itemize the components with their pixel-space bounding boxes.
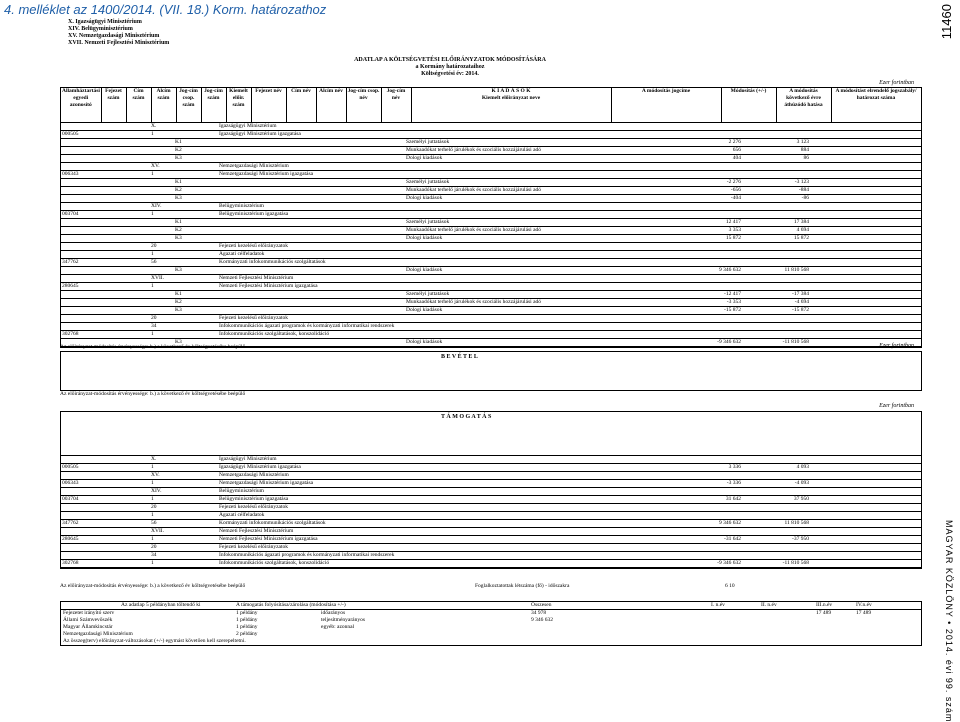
- table-row: [61, 552, 921, 560]
- row-next-year: 37 950: [793, 496, 809, 502]
- row-next-year: -86: [801, 194, 809, 201]
- table-row: [61, 123, 921, 131]
- table-row: [61, 323, 921, 331]
- row-code: 20: [151, 544, 157, 550]
- footer-table: [60, 601, 922, 646]
- ministry-list: [68, 19, 169, 47]
- recipient-copies: 1 példány: [236, 624, 258, 630]
- table-row: [61, 464, 921, 472]
- row-name: Belügyminisztérium igazgatása: [219, 496, 289, 502]
- table-row: [61, 219, 921, 227]
- timing-cell: teljesítményarányos: [321, 617, 365, 623]
- row-change: 9 346 632: [719, 266, 741, 273]
- table-row: [61, 528, 921, 536]
- table-row: [61, 456, 921, 464]
- expenditure-header: [61, 88, 922, 123]
- row-id: 280645: [62, 282, 79, 289]
- row-change: 656: [732, 146, 741, 153]
- row-name: Igazságügyi Minisztérium: [219, 456, 277, 462]
- row-code: 1: [151, 512, 154, 518]
- timing-cell: egyéb: azonnal: [321, 624, 355, 630]
- row-next-year: -37 950: [792, 536, 809, 542]
- row-kiemelt: K3: [175, 234, 182, 241]
- expenditure-section: [60, 87, 922, 348]
- col-section-title: [411, 88, 611, 122]
- table-row: [61, 267, 921, 275]
- recipient-copies: 1 példány: [236, 617, 258, 623]
- row-next-year: -17 384: [792, 290, 809, 297]
- recipient-copies: 1 példány: [236, 610, 258, 616]
- col-kovetkezo: A módosítás következő évre áthúzódó hatása: [776, 88, 831, 122]
- row-change: -31 642: [724, 536, 741, 542]
- row-change: 15 872: [725, 234, 741, 241]
- row-code: 20: [151, 242, 157, 249]
- ministry-item: X. Igazságügyi Minisztérium: [68, 19, 142, 25]
- row-name: Belügyminisztérium: [219, 488, 264, 494]
- row-expense: Munkaadókat terhelő járulékok és szociális hozzájárulási adó: [406, 186, 542, 193]
- col-jogcim: Jog-cím szám: [201, 88, 226, 122]
- row-code: 1: [151, 536, 154, 542]
- row-expense: Munkaadókat terhelő járulékok és szociális hozzájárulási adó: [406, 226, 542, 233]
- row-expense: Dologi kiadások: [406, 194, 443, 201]
- row-change: 12 417: [725, 218, 741, 225]
- timing-cell: 34 978: [531, 610, 547, 616]
- row-change: -3 336: [726, 480, 741, 486]
- revenue-section: [60, 351, 922, 391]
- footer-col: IV.n.év: [856, 602, 872, 608]
- row-expense: Személyi juttatások: [406, 218, 450, 225]
- section-title: B E V É T E L: [441, 354, 478, 360]
- unit-label: Ezer forintban: [879, 80, 914, 86]
- col-jogszabaly: A módosítást elrendelő jogszabály/ határozat száma: [831, 88, 921, 122]
- row-code: 1: [151, 250, 154, 257]
- row-expense: Személyi juttatások: [406, 138, 450, 145]
- footer-mid-title: A támogatás folyósítása/zárolása (módosítása +/-): [236, 602, 346, 608]
- row-code: XIV.: [151, 202, 162, 209]
- support-section: [60, 411, 922, 569]
- col-alcim: Alcím szám: [151, 88, 176, 122]
- col-kiemelt: Kiemelt előir. szám: [226, 88, 251, 122]
- row-change: -9 346 632: [717, 338, 741, 345]
- row-id: 302768: [62, 330, 79, 337]
- table-row: [61, 520, 921, 528]
- row-name: Fejezeti kezelésű előirányzatok: [219, 242, 289, 249]
- row-change: -2 276: [726, 178, 741, 185]
- row-name: Nemzetgazdasági Minisztérium igazgatása: [219, 170, 314, 177]
- row-code: XVII.: [151, 528, 164, 534]
- row-expense: Dologi kiadások: [406, 338, 443, 345]
- row-name: Infokommunikációs ágazati programok és kormányzati informatikai rendszerek: [219, 552, 395, 558]
- row-id: 347762: [62, 258, 79, 265]
- table-row: [61, 275, 921, 283]
- col-jogcim-nev: Jog-cím név: [381, 88, 411, 122]
- col-id: Államháztartási egyedi azonosító: [61, 88, 101, 122]
- row-id: 280645: [62, 536, 79, 542]
- row-change: 2 276: [728, 138, 741, 145]
- expenditure-rows: [61, 123, 921, 347]
- row-id: 302768: [62, 560, 79, 566]
- table-row: [61, 243, 921, 251]
- recipient-name: Magyar Államkincstár: [63, 624, 113, 630]
- row-name: Kormányzati infokommunikációs szolgáltatások: [219, 258, 326, 265]
- ministry-item: XVII. Nemzeti Fejlesztési Minisztérium: [68, 40, 170, 46]
- row-next-year: 11 810 568: [784, 266, 809, 273]
- footer-col: Összesen: [531, 602, 552, 608]
- row-next-year: -4 694: [794, 298, 809, 305]
- row-next-year: 86: [803, 154, 809, 161]
- row-name: Igazságügyi Minisztérium igazgatása: [219, 464, 301, 470]
- section-title: K I A D Á S O K: [491, 88, 531, 94]
- row-expense: Munkaadókat terhelő járulékok és szociális hozzájárulási adó: [406, 146, 542, 153]
- fiscal-year: Költségvetési év: 2014.: [421, 71, 479, 77]
- timing-cell: 17 489: [856, 610, 872, 616]
- masthead: MAGYAR KÖZLÖNY • 2014. évi 99. szám: [944, 520, 954, 722]
- row-kiemelt: K3: [175, 266, 182, 273]
- row-code: 20: [151, 504, 157, 510]
- row-kiemelt: K1: [175, 138, 182, 145]
- row-code: 1: [151, 210, 154, 217]
- row-name: Nemzetgazdasági Minisztérium: [219, 162, 289, 169]
- row-kiemelt: K2: [175, 226, 182, 233]
- row-code: XV.: [151, 162, 160, 169]
- row-kiemelt: K1: [175, 290, 182, 297]
- table-row: [61, 299, 921, 307]
- row-code: XVII.: [151, 274, 164, 281]
- row-change: 3 353: [728, 226, 741, 233]
- section-title: T Á M O G A T Á S: [441, 414, 492, 420]
- row-next-year: 884: [800, 146, 809, 153]
- table-row: [61, 211, 921, 219]
- row-name: Igazságügyi Minisztérium igazgatása: [219, 130, 301, 137]
- row-next-year: 4 694: [796, 226, 809, 233]
- col-alcim-nev: Alcím név: [316, 88, 346, 122]
- table-row: [61, 283, 921, 291]
- footer-row: [61, 624, 921, 631]
- validity-note: Az előirányzat-módosítás érvényessége: b.) a következő év költségvetésébe beépülő: [60, 391, 246, 397]
- row-id: 003704: [62, 210, 79, 217]
- footer-col: I. n.év: [711, 602, 725, 608]
- table-row: [61, 307, 921, 315]
- table-row: [61, 504, 921, 512]
- row-id: 003704: [62, 496, 79, 502]
- recipient-name: Állami Számvevőszék: [63, 617, 113, 623]
- row-id: 000505: [62, 464, 79, 470]
- table-row: [61, 195, 921, 203]
- col-fejezet: Fejezet szám: [101, 88, 126, 122]
- footer-row: [61, 610, 921, 617]
- row-code: 1: [151, 330, 154, 337]
- table-row: [61, 488, 921, 496]
- footer-header-row: [61, 602, 921, 610]
- table-row: [61, 187, 921, 195]
- row-next-year: -884: [798, 186, 809, 193]
- row-name: Fejezeti kezelésű előirányzatok: [219, 504, 289, 510]
- row-change: -12 417: [724, 290, 741, 297]
- row-expense: Dologi kiadások: [406, 154, 443, 161]
- row-kiemelt: K1: [175, 178, 182, 185]
- page-header: 4. melléklet az 1400/2014. (VII. 18.) Korm. határozathoz: [4, 2, 327, 17]
- row-code: XV.: [151, 472, 160, 478]
- row-change: -15 872: [724, 306, 741, 313]
- row-name: Nemzeti Fejlesztési Minisztérium: [219, 274, 294, 281]
- row-name: Ágazati célfeladatok: [219, 250, 265, 257]
- table-row: [61, 171, 921, 179]
- row-kiemelt: K3: [175, 306, 182, 313]
- row-code: X.: [151, 122, 157, 129]
- table-row: [61, 179, 921, 187]
- table-row: [61, 315, 921, 323]
- table-row: [61, 512, 921, 520]
- timing-cell: 9 346 632: [531, 617, 553, 623]
- table-row: [61, 155, 921, 163]
- row-next-year: 11 810 568: [784, 520, 809, 526]
- table-row: [61, 496, 921, 504]
- row-expense: Munkaadókat terhelő járulékok és szociális hozzájárulási adó: [406, 298, 542, 305]
- row-id: 347762: [62, 520, 79, 526]
- row-id: 006343: [62, 480, 79, 486]
- row-expense: Személyi juttatások: [406, 178, 450, 185]
- table-row: [61, 560, 921, 568]
- row-kiemelt: K2: [175, 146, 182, 153]
- row-code: 34: [151, 322, 157, 329]
- table-row: [61, 139, 921, 147]
- col-fejezet-nev: Fejezet név: [251, 88, 286, 122]
- row-change: 404: [732, 154, 741, 161]
- col-cim: Cím szám: [126, 88, 151, 122]
- row-code: 1: [151, 130, 154, 137]
- validity-note: Az előirányzat-módosítás érvényessége: b.) a következő év költségvetésébe beépülő: [60, 583, 246, 589]
- footer-col: II. n.év: [761, 602, 777, 608]
- table-row: [61, 203, 921, 211]
- row-kiemelt: K2: [175, 186, 182, 193]
- row-expense: Dologi kiadások: [406, 306, 443, 313]
- row-name: Nemzeti Fejlesztési Minisztérium igazgatása: [219, 536, 318, 542]
- row-code: XIV.: [151, 488, 162, 494]
- row-next-year: 17 384: [793, 218, 809, 225]
- row-change: -404: [730, 194, 741, 201]
- row-name: Fejezeti kezelésű előirányzatok: [219, 314, 289, 321]
- row-name: Ágazati célfeladatok: [219, 512, 265, 518]
- row-next-year: -4 093: [794, 480, 809, 486]
- footer-note-row: [61, 638, 921, 645]
- row-next-year: 3 123: [796, 138, 809, 145]
- footer-row: [61, 617, 921, 624]
- row-kiemelt: K3: [175, 154, 182, 161]
- row-id: 000505: [62, 130, 79, 137]
- form-title: ADATLAP A KÖLTSÉGVETÉSI ELŐIRÁNYZATOK MÓDOSÍTÁSÁRA: [354, 57, 546, 63]
- table-row: [61, 251, 921, 259]
- col-jogcimcsop: Jog-cím csop. szám: [176, 88, 201, 122]
- row-code: 56: [151, 520, 157, 526]
- row-id: 006343: [62, 170, 79, 177]
- row-change: 3 336: [728, 464, 741, 470]
- page-number: 11460: [939, 4, 954, 40]
- row-name: Fejezeti kezelésű előirányzatok: [219, 544, 289, 550]
- row-name: Belügyminisztérium: [219, 202, 264, 209]
- row-code: 56: [151, 258, 157, 265]
- headcount-value: 6 10: [725, 583, 735, 589]
- row-kiemelt: K3: [175, 338, 182, 345]
- validity-note: Az előirányzat-módosítás érvényessége: b.) a következő év költségvetésébe beépülő: [60, 344, 246, 350]
- row-name: Igazságügyi Minisztérium: [219, 122, 277, 129]
- row-next-year: -15 872: [792, 306, 809, 313]
- row-kiemelt: K2: [175, 298, 182, 305]
- row-change: -656: [730, 186, 741, 193]
- col-cim-nev: Cím név: [286, 88, 316, 122]
- col-jogcime: A módosítás jogcíme: [611, 88, 721, 122]
- footer-col: III.n.év: [816, 602, 833, 608]
- row-code: X.: [151, 456, 157, 462]
- unit-label: Ezer forintban: [879, 403, 914, 409]
- row-kiemelt: K1: [175, 218, 182, 225]
- row-code: 1: [151, 560, 154, 566]
- footer-left-title: Az adatlap 5 példányban töltendő ki: [121, 602, 201, 608]
- row-change: -3 353: [726, 298, 741, 305]
- table-row: [61, 259, 921, 267]
- timing-cell: időarányos: [321, 610, 346, 616]
- table-row: [61, 331, 921, 339]
- footer-rows: [61, 610, 921, 638]
- headcount-label: Foglalkoztatottak létszáma (fő) - időszakra: [475, 583, 570, 589]
- row-name: Nemzeti Fejlesztési Minisztérium: [219, 528, 294, 534]
- table-row: [61, 163, 921, 171]
- timing-cell: 17 489: [816, 610, 832, 616]
- row-code: 34: [151, 552, 157, 558]
- row-name: Infokommunikációs ágazati programok és kormányzati informatikai rendszerek: [219, 322, 395, 329]
- support-rows: [61, 456, 921, 568]
- footer-note: Az összeg(terv) előirányzat-változásokat (+/-) egymást követően kell szerepeltetni.: [63, 638, 246, 644]
- table-row: [61, 291, 921, 299]
- form-subtitle: a Kormány határozataihoz: [415, 64, 485, 70]
- recipient-name: Fejezetet irányító szerv: [63, 610, 115, 616]
- row-expense: Személyi juttatások: [406, 290, 450, 297]
- row-kiemelt: K3: [175, 194, 182, 201]
- row-name: Nemzetgazdasági Minisztérium: [219, 472, 289, 478]
- table-row: [61, 480, 921, 488]
- row-code: 1: [151, 464, 154, 470]
- table-row: [61, 235, 921, 243]
- row-expense: Dologi kiadások: [406, 234, 443, 241]
- row-code: 1: [151, 170, 154, 177]
- row-name: Nemzeti Fejlesztési Minisztérium igazgatása: [219, 282, 318, 289]
- row-code: 1: [151, 480, 154, 486]
- col-modositas: Módosítás (+/-): [721, 88, 776, 122]
- table-row: [61, 147, 921, 155]
- row-code: 20: [151, 314, 157, 321]
- col-kiemelt-nev: Kiemelt előirányzat neve: [481, 95, 541, 101]
- table-row: [61, 544, 921, 552]
- unit-label: Ezer forintban: [879, 343, 914, 349]
- row-name: Kormányzati infokommunikációs szolgáltatások: [219, 520, 326, 526]
- row-code: 1: [151, 282, 154, 289]
- col-jogcimcsop-nev: Jog-cím csop. név: [346, 88, 381, 122]
- row-code: 1: [151, 496, 154, 502]
- row-next-year: -3 123: [794, 178, 809, 185]
- recipient-copies: 2 példány: [236, 631, 258, 637]
- row-change: -9 346 632: [717, 560, 741, 566]
- row-next-year: 15 872: [793, 234, 809, 241]
- table-row: [61, 536, 921, 544]
- ministry-item: XV. Nemzetgazdasági Minisztérium: [68, 33, 160, 39]
- row-name: Infokommunikációs szolgáltatások, konszolidáció: [219, 330, 330, 337]
- ministry-item: XIV. Belügyminisztérium: [68, 26, 133, 32]
- row-name: Nemzetgazdasági Minisztérium igazgatása: [219, 480, 314, 486]
- table-row: [61, 131, 921, 139]
- row-change: 31 642: [725, 496, 741, 502]
- row-next-year: 4 093: [796, 464, 809, 470]
- footer-row: [61, 631, 921, 638]
- row-next-year: -11 810 568: [782, 560, 809, 566]
- table-row: [61, 472, 921, 480]
- recipient-name: Nemzetgazdasági Minisztérium: [63, 631, 133, 637]
- row-name: Belügyminisztérium igazgatása: [219, 210, 289, 217]
- row-name: Infokommunikációs szolgáltatások, konszolidáció: [219, 560, 330, 566]
- row-change: 9 346 632: [719, 520, 741, 526]
- row-expense: Dologi kiadások: [406, 266, 443, 273]
- row-next-year: -11 810 568: [782, 338, 809, 345]
- table-row: [61, 227, 921, 235]
